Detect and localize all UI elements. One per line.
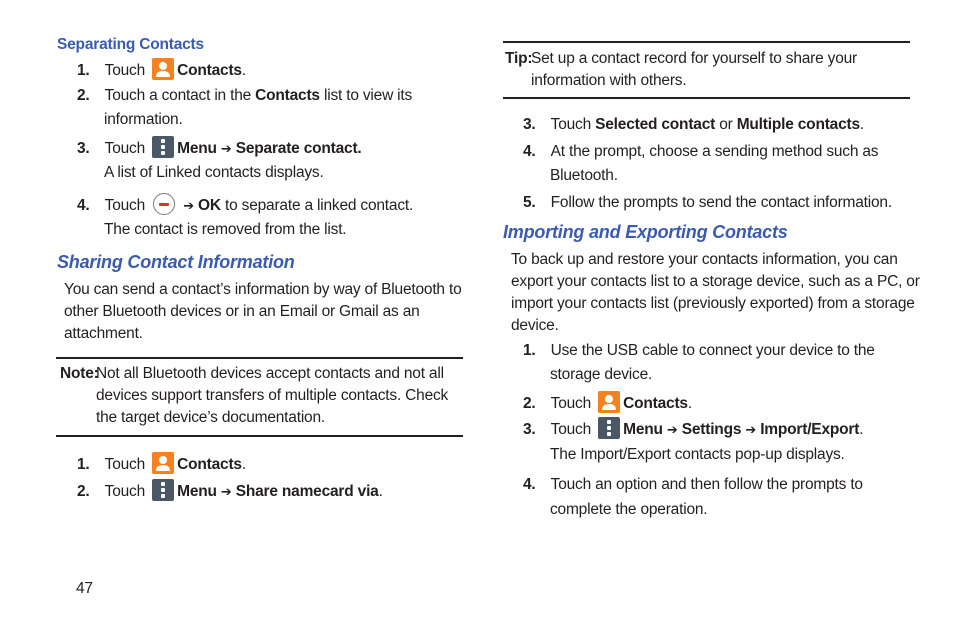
page-number: 47 (76, 580, 93, 597)
sep-step-1: 1. Touch Contacts. (77, 58, 246, 82)
sep-step-2-line2: information. (104, 111, 183, 128)
share-step-4 (523, 141, 878, 163)
heading-separating-contacts: Separating Contacts (57, 36, 204, 53)
step-number: 4. (77, 197, 90, 214)
menu-label: Menu (177, 140, 217, 157)
contacts-label: Contacts (177, 62, 242, 79)
contacts-label: Contacts (255, 87, 320, 104)
menu-icon (152, 136, 174, 158)
import-step-2: 2. Touch Contacts. (523, 391, 692, 415)
share-step-4-line2: Bluetooth. (550, 167, 618, 184)
step-text: Touch (550, 116, 596, 133)
note-text-line-2: devices support transfers of multiple contacts. Check (96, 387, 449, 404)
menu-icon (152, 479, 174, 501)
import-step-1-line2: storage device. (550, 366, 653, 383)
step-number: 2. (523, 395, 536, 412)
step-number: 1. (77, 62, 90, 79)
import-step-3: 3. Touch Menu ➔ Settings ➔ Import/Export. (523, 417, 863, 442)
sep-step-2 (77, 85, 412, 107)
step-text: Touch (104, 197, 146, 214)
arrow-icon: ➔ (745, 423, 757, 438)
multiple-contacts-label: Multiple contacts (736, 116, 860, 133)
tip-bottom-rule (503, 97, 910, 99)
step-number: 3. (523, 116, 536, 133)
import-paragraph-line-2: export your contacts list to a storage device, such as a PC, or (511, 273, 920, 290)
ok-label: OK (198, 197, 221, 214)
step-text: Touch (550, 395, 592, 412)
step-text: or (715, 116, 737, 133)
contacts-icon (152, 58, 174, 80)
step-text: Touch (550, 421, 592, 438)
tip-top-rule (503, 41, 910, 43)
selected-contact-label: Selected contact (595, 116, 716, 133)
import-step-4 (523, 474, 863, 496)
note-top-rule (56, 357, 463, 359)
arrow-icon: ➔ (220, 485, 232, 500)
remove-icon (153, 193, 175, 215)
tip-label: Tip: (505, 50, 533, 67)
share-step-5 (523, 192, 892, 214)
import-step-1 (523, 340, 875, 362)
heading-sharing-contact-information: Sharing Contact Information (57, 252, 295, 272)
contacts-icon (598, 391, 620, 413)
step-text: Touch an option and then follow the prompts to (550, 476, 863, 493)
import-step-3-result: The Import/Export contacts pop-up displays. (550, 446, 845, 463)
step-text: Follow the prompts to send the contact information. (550, 194, 892, 211)
command-label: Share namecard via (235, 483, 379, 500)
arrow-icon: ➔ (666, 423, 678, 438)
step-number: 2. (77, 483, 90, 500)
import-paragraph-line-1: To back up and restore your contacts information, you can (511, 251, 898, 268)
step-text: Touch a contact in the (104, 87, 256, 104)
tip-text-line-2: information with others. (531, 72, 687, 89)
settings-label: Settings (681, 421, 742, 438)
step-text: Touch (104, 483, 146, 500)
step-text: Touch (104, 62, 146, 79)
contacts-label: Contacts (623, 395, 688, 412)
sep-step-3-result: A list of Linked contacts displays. (104, 164, 324, 181)
command-label: Separate contact. (235, 140, 362, 157)
command-label: Import/Export (760, 421, 860, 438)
step-number: 4. (523, 143, 536, 160)
step-number: 3. (77, 140, 90, 157)
step-number: 4. (523, 476, 536, 493)
contacts-label: Contacts (177, 456, 242, 473)
share-paragraph-line-1: You can send a contact’s information by way of Bluetooth to (64, 281, 462, 298)
import-paragraph-line-4: device. (511, 317, 559, 334)
menu-label: Menu (623, 421, 663, 438)
share-paragraph-line-2: other Bluetooth devices or in an Email or Gmail as an (64, 303, 420, 320)
step-text: Use the USB cable to connect your device to the (550, 342, 875, 359)
share-step-3: 3. Touch Selected contact or Multiple contacts. (523, 116, 865, 133)
arrow-icon: ➔ (220, 142, 232, 157)
sep-step-3 (77, 136, 362, 161)
menu-icon (598, 417, 620, 439)
step-text: list to view its (319, 87, 413, 104)
share-step-2: 2. Touch Menu ➔ Share namecard via. (77, 479, 383, 504)
step-number: 3. (523, 421, 536, 438)
step-number: 1. (77, 456, 90, 473)
arrow-icon: ➔ (183, 199, 194, 214)
sep-step-4-result: The contact is removed from the list. (104, 221, 347, 238)
step-text: At the prompt, choose a sending method such as (550, 143, 879, 160)
contacts-icon (152, 452, 174, 474)
note-text-line-1: Not all Bluetooth devices accept contacts and not all (96, 365, 444, 382)
step-number: 5. (523, 194, 536, 211)
step-text: Touch (104, 456, 146, 473)
step-text: Touch (104, 140, 146, 157)
sep-step-4 (77, 193, 413, 218)
step-text: to separate a linked contact. (220, 197, 414, 214)
import-step-4-line2: complete the operation. (550, 501, 708, 518)
heading-importing-exporting-contacts: Importing and Exporting Contacts (503, 222, 788, 242)
step-number: 2. (77, 87, 90, 104)
import-paragraph-line-3: import your contacts list (previously exported) from a storage (511, 295, 915, 312)
note-text-line-3: the target device’s documentation. (96, 409, 326, 426)
step-number: 1. (523, 342, 536, 359)
tip-text-line-1: Set up a contact record for yourself to share your (531, 50, 858, 67)
note-label: Note: (60, 365, 99, 382)
share-paragraph-line-3: attachment. (64, 325, 143, 342)
menu-label: Menu (177, 483, 217, 500)
share-step-1: 1. Touch Contacts. (77, 452, 246, 476)
note-bottom-rule (56, 435, 463, 437)
